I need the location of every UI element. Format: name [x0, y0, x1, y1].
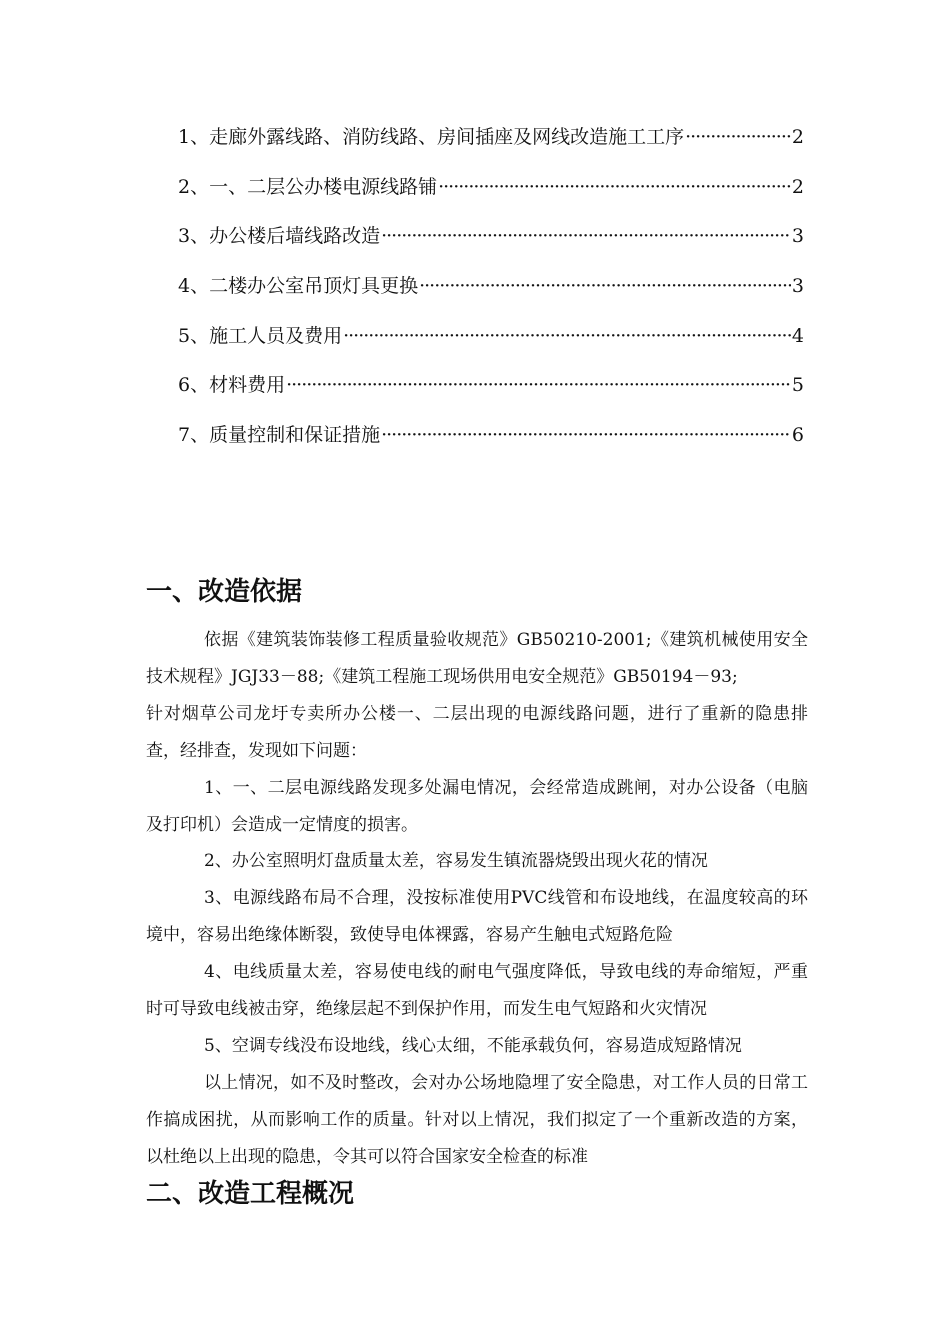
toc-entry-title: 4、二楼办公室吊顶灯具更换 [178, 275, 419, 298]
toc-entry[interactable] [178, 416, 804, 466]
toc-page-number: 2 [791, 126, 804, 148]
section-heading-overview: 二、改造工程概况 [146, 1179, 355, 1209]
toc-leader-dots [438, 168, 791, 206]
table-of-contents [178, 118, 804, 466]
toc-entry[interactable] [178, 366, 804, 416]
toc-leader-dots [343, 317, 791, 355]
paragraph-conclusion: 以上情况，如不及时整改，会对办公场地隐埋了安全隐患，对工作人员的日常工作搞成困扰，从而影响工作的质量。针对以上情况，我们拟定了一个重新改造的方案，以杜绝以上出现的隐患，令其可以符合国家安全检查的标准 [146, 1072, 808, 1167]
section-heading-basis: 一、改造依据 [146, 577, 303, 607]
section-body-basis [146, 622, 808, 1176]
toc-entry-title: 7、质量控制和保证措施 [178, 424, 381, 447]
toc-entry-title: 6、材料费用 [178, 374, 286, 397]
toc-leader-dots [381, 217, 791, 255]
toc-entry-title: 5、施工人员及费用 [178, 324, 343, 347]
toc-leader-dots [381, 416, 791, 454]
toc-page-number: 3 [791, 275, 804, 298]
paragraph-issue-1: 1、一、二层电源线路发现多处漏电情况，会经常造成跳闸，对办公设备（电脑及打印机）会造成一定情度的损害。 [146, 777, 808, 835]
toc-entry[interactable] [178, 317, 804, 367]
toc-leader-dots [685, 118, 791, 156]
toc-entry-title: 1、走廊外露线路、消防线路、房间插座及网线改造施工工序 [178, 126, 685, 148]
paragraph-issue-4: 4、电线质量太差，容易使电线的耐电气强度降低，导致电线的寿命缩短，严重时可导致电线被击穿，绝缘层起不到保护作用，而发生电气短路和火灾情况 [146, 962, 808, 1020]
toc-entry[interactable] [178, 267, 804, 317]
toc-page-number: 4 [791, 324, 804, 347]
toc-entry[interactable] [178, 118, 804, 168]
toc-page-number: 5 [791, 374, 804, 397]
paragraph-inspection-intro: 针对烟草公司龙圩专卖所办公楼一、二层出现的电源线路问题，进行了重新的隐患排查，经排查，发现如下问题： [146, 703, 808, 761]
toc-entry-title: 3、办公楼后墙线路改造 [178, 225, 381, 248]
paragraph-issue-5: 5、空调专线没布设地线，线心太细，不能承载负何，容易造成短路情况 [204, 1035, 742, 1056]
toc-page-number: 6 [791, 424, 804, 447]
paragraph-issue-3: 3、电源线路布局不合理，没按标准使用PVC线管和布设地线，在温度较高的环境中，容易出绝缘体断裂，致使导电体裸露，容易产生触电式短路危险 [146, 888, 808, 946]
toc-leader-dots [286, 366, 791, 404]
paragraph-standards: 依据《建筑装饰装修工程质量验收规范》GB50210-2001;《建筑机械使用安全技术规程》JGJ33－88;《建筑工程施工现场供用电安全规范》GB50194－93; [146, 630, 808, 687]
toc-leader-dots [419, 267, 791, 305]
toc-entry-title: 2、一、二层公办楼电源线路铺 [178, 175, 438, 198]
toc-page-number: 3 [791, 225, 804, 248]
toc-page-number: 2 [791, 175, 804, 198]
paragraph-issue-2: 2、办公室照明灯盘质量太差，容易发生镇流器烧毁出现火花的情况 [204, 851, 708, 872]
toc-entry[interactable] [178, 168, 804, 218]
toc-entry[interactable] [178, 217, 804, 267]
